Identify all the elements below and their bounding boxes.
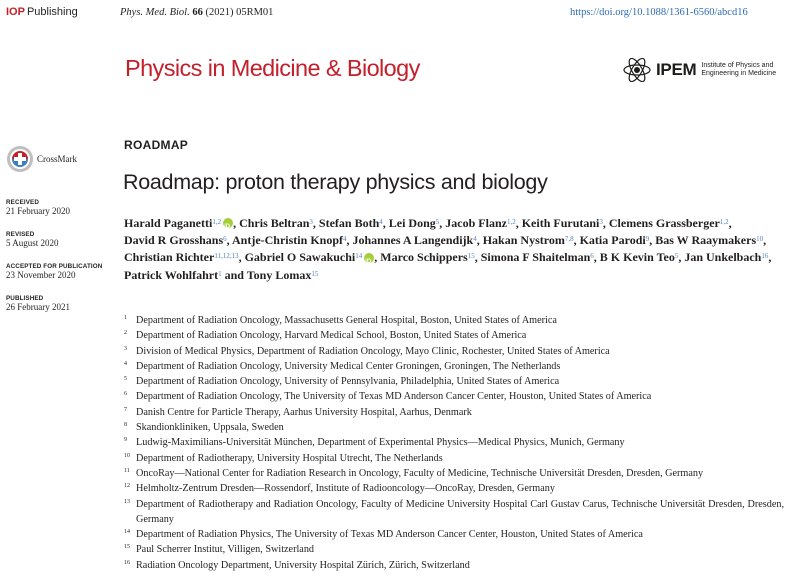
author-affiliation-ref: 6: [590, 252, 594, 261]
author[interactable]: B K Kevin Teo$^5$: [599, 250, 679, 265]
author[interactable]: Bas W Raaymakers$^{10}$: [655, 233, 764, 248]
affiliation-item: 10 Department of Radiotherapy, University Hospital Utrecht, The Netherlands: [124, 452, 443, 464]
affiliation-item: 3 Division of Medical Physics, Department of Radiation Oncology, Mayo Clinic, Rochester, United States of America: [124, 345, 610, 357]
author-affiliation-ref: 5: [674, 252, 679, 261]
author-affiliation-ref: 1: [218, 269, 222, 278]
ipem-subtitle-line1: Institute of Physics and: [701, 62, 774, 69]
author-affiliation-ref: 1,2: [719, 218, 729, 226]
author-affiliation-ref: 15: [467, 252, 475, 261]
orcid-icon[interactable]: [364, 253, 374, 263]
publisher-logo[interactable]: [6, 6, 78, 18]
orcid-icon[interactable]: [223, 218, 233, 228]
author[interactable]: Clemens Grassberger$^{1,2}$: [608, 216, 729, 230]
author[interactable]: Hakan Nystrom$^{7,8}$: [482, 233, 574, 248]
author[interactable]: Marco Schippers$^{15}$: [380, 250, 475, 265]
author-affiliation-ref: 10: [756, 235, 764, 244]
ipem-subtitle-line2: Engineering in Medicine: [701, 70, 777, 77]
date-revised: [6, 231, 59, 248]
date-value: 21 February 2020: [6, 206, 70, 216]
author-conjunction: and: [224, 267, 244, 282]
affiliation-item: 6 Department of Radiation Oncology, The University of Texas MD Anderson Cancer Center, Houston, United States of America: [124, 391, 652, 403]
author-affiliation-ref: 14: [355, 252, 363, 261]
publisher-brand: IOP: [6, 6, 25, 18]
author-affiliation-ref: 4: [379, 218, 383, 226]
publisher-suffix: Publishing: [26, 6, 78, 18]
author-affiliation-ref: 9: [645, 235, 650, 244]
affiliation-item: 14 Department of Radiation Physics, The University of Texas MD Anderson Cancer Center, Houston, United States of America: [124, 529, 643, 541]
author[interactable]: Gabriel O Sawakuchi$^{14}$iD: [245, 250, 375, 264]
date-label: REVISED: [6, 231, 35, 238]
date-label: PUBLISHED: [6, 295, 44, 302]
date-value: 26 February 2021: [6, 302, 70, 312]
journal-abbreviation: Phys. Med. Biol.: [120, 7, 190, 18]
doi-link[interactable]: https://doi.org/10.1088/1361-6560/abcd16: [570, 7, 748, 18]
affiliation-item: 16 Radiation Oncology Department, University Hospital Zürich, Zürich, Switzerland: [124, 559, 470, 571]
affiliation-item: 11 OncoRay—National Center for Radiation Research in Oncology, Faculty of Medicine, Technische Universität Dresden, Dresden, Germany: [124, 467, 704, 479]
volume: 66: [192, 7, 203, 18]
author[interactable]: Lei Dong$^5$: [388, 216, 440, 230]
author[interactable]: Jacob Flanz$^{1,2}$: [445, 216, 516, 230]
author-affiliation-ref: 4: [343, 235, 347, 244]
author-affiliation-ref: 1,2: [506, 218, 516, 226]
author-affiliation-ref: 11,12,13: [214, 252, 239, 261]
article-type: ROADMAP: [124, 138, 189, 152]
author[interactable]: David R Grosshans$^6$: [124, 233, 227, 248]
author[interactable]: Keith Furutani$^3$: [521, 216, 603, 230]
date-value: 5 August 2020: [6, 238, 59, 248]
affiliation-item: 12 Helmholtz-Zentrum Dresden—Rossendorf, Institute of Radiooncology—OncoRay, Dresden, Germany: [124, 483, 555, 495]
author[interactable]: Katia Parodi$^9$: [579, 233, 650, 248]
author[interactable]: Simona F Shaitelman$^6$: [480, 250, 594, 265]
affiliation-item: 4 Department of Radiation Oncology, University Medical Center Groningen, Groningen, The Netherlands: [124, 360, 561, 372]
affiliation-item: 15 Paul Scherrer Institut, Villigen, Switzerland: [124, 544, 315, 556]
author[interactable]: Antje-Christin Knopf$^4$: [231, 233, 347, 248]
affiliation-item: 1 Department of Radiation Oncology, Massachusetts General Hospital, Boston, United States of America: [124, 315, 557, 326]
year-article-number: (2021) 05RM01: [205, 7, 274, 18]
author[interactable]: Stefan Both$^4$: [318, 216, 383, 230]
affiliation-item: 13 Department of Radiotherapy and Radiation Oncology, Faculty of Medicine University Hospital Carl Gustav Carus, Technische Universität Dresden, Dresden, Germany: [124, 498, 784, 525]
affiliation-list: [124, 313, 784, 573]
author[interactable]: Harald Paganetti$^{1,2}$iD: [124, 216, 233, 230]
ipem-subtitle: [701, 62, 776, 78]
citation: [120, 7, 273, 18]
date-label: ACCEPTED FOR PUBLICATION: [6, 263, 103, 270]
author-affiliation-ref: 7,8: [564, 235, 574, 244]
date-received: [6, 199, 70, 216]
affiliation-item: 2 Department of Radiation Oncology, Harvard Medical School, Boston, United States of America: [124, 330, 527, 342]
author-affiliation-ref: 1,2: [212, 218, 222, 226]
author[interactable]: Christian Richter$^{11,12,13}$: [124, 250, 239, 265]
affiliation-item: 8 Skandionkliniken, Uppsala, Sweden: [124, 422, 284, 434]
date-published: [6, 295, 70, 312]
author-affiliation-ref: 3: [309, 218, 313, 226]
author[interactable]: Johannes A Langendijk$^4$: [352, 233, 477, 248]
affiliation-item: 5 Department of Radiation Oncology, University of Pennsylvania, Philadelphia, United States of America: [124, 376, 560, 388]
author[interactable]: Tony Lomax$^{15}$: [246, 267, 319, 282]
author-list: Harald Paganetti$^{1,2}$iD , Chris Beltran$^3$, Stefan Both$^4$, Lei Dong$^5$, Jacob Flanz$^{1,2}$, Keith Furutani$^3$, Clemens Grassberger$^{1,2}$, David R Grosshans$^6$, Antje-Christin Knopf$^4$, Johannes A Langendijk$^4$, Hakan Nystrom$^{7,8}$, Katia Parodi$^9$, Bas W Raaymakers$^{10}$, Christian Richter$^{11,12,13}$, Gabriel O Sawakuchi$^{14}$iD , Marco Schippers$^{15}$, Simona F Shaitelman$^6$, B K Kevin Teo$^5$, Jan Unkelbach$^{16}$, Patrick Wohlfahrt$^1$ and Tony Lomax$^{15}$: [124, 215, 774, 284]
author-affiliation-ref: 6: [223, 235, 227, 244]
author[interactable]: Jan Unkelbach$^{16}$: [684, 250, 769, 265]
ipem-icon: [622, 58, 652, 82]
affiliation-item: 7 Danish Centre for Particle Therapy, Aarhus University Hospital, Aarhus, Denmark: [124, 406, 472, 418]
author-affiliation-ref: 16: [761, 252, 769, 261]
date-label: RECEIVED: [6, 199, 39, 206]
author-affiliation-ref: 15: [311, 269, 319, 278]
author[interactable]: Chris Beltran$^3$: [239, 216, 313, 230]
date-value: 23 November 2020: [6, 270, 76, 280]
ipem-logo[interactable]: [622, 58, 776, 82]
ipem-name: IPEM: [656, 60, 697, 79]
author-affiliation-ref: 3: [599, 218, 603, 226]
crossmark-label: CrossMark: [37, 154, 77, 164]
author-affiliation-ref: 4: [473, 235, 477, 244]
author[interactable]: Patrick Wohlfahrt$^1$: [124, 267, 222, 282]
journal-title[interactable]: Physics in Medicine & Biology: [125, 55, 420, 81]
crossmark-badge[interactable]: [6, 145, 77, 173]
affiliation-item: 9 Ludwig-Maximilians-Universität München, Department of Experimental Physics—Medical Physics, Munich, Germany: [124, 437, 625, 449]
author-affiliation-ref: 5: [435, 218, 440, 226]
article-title: Roadmap: proton therapy physics and biology: [123, 170, 548, 194]
date-accepted: [6, 263, 102, 280]
crossmark-icon: [6, 145, 34, 173]
